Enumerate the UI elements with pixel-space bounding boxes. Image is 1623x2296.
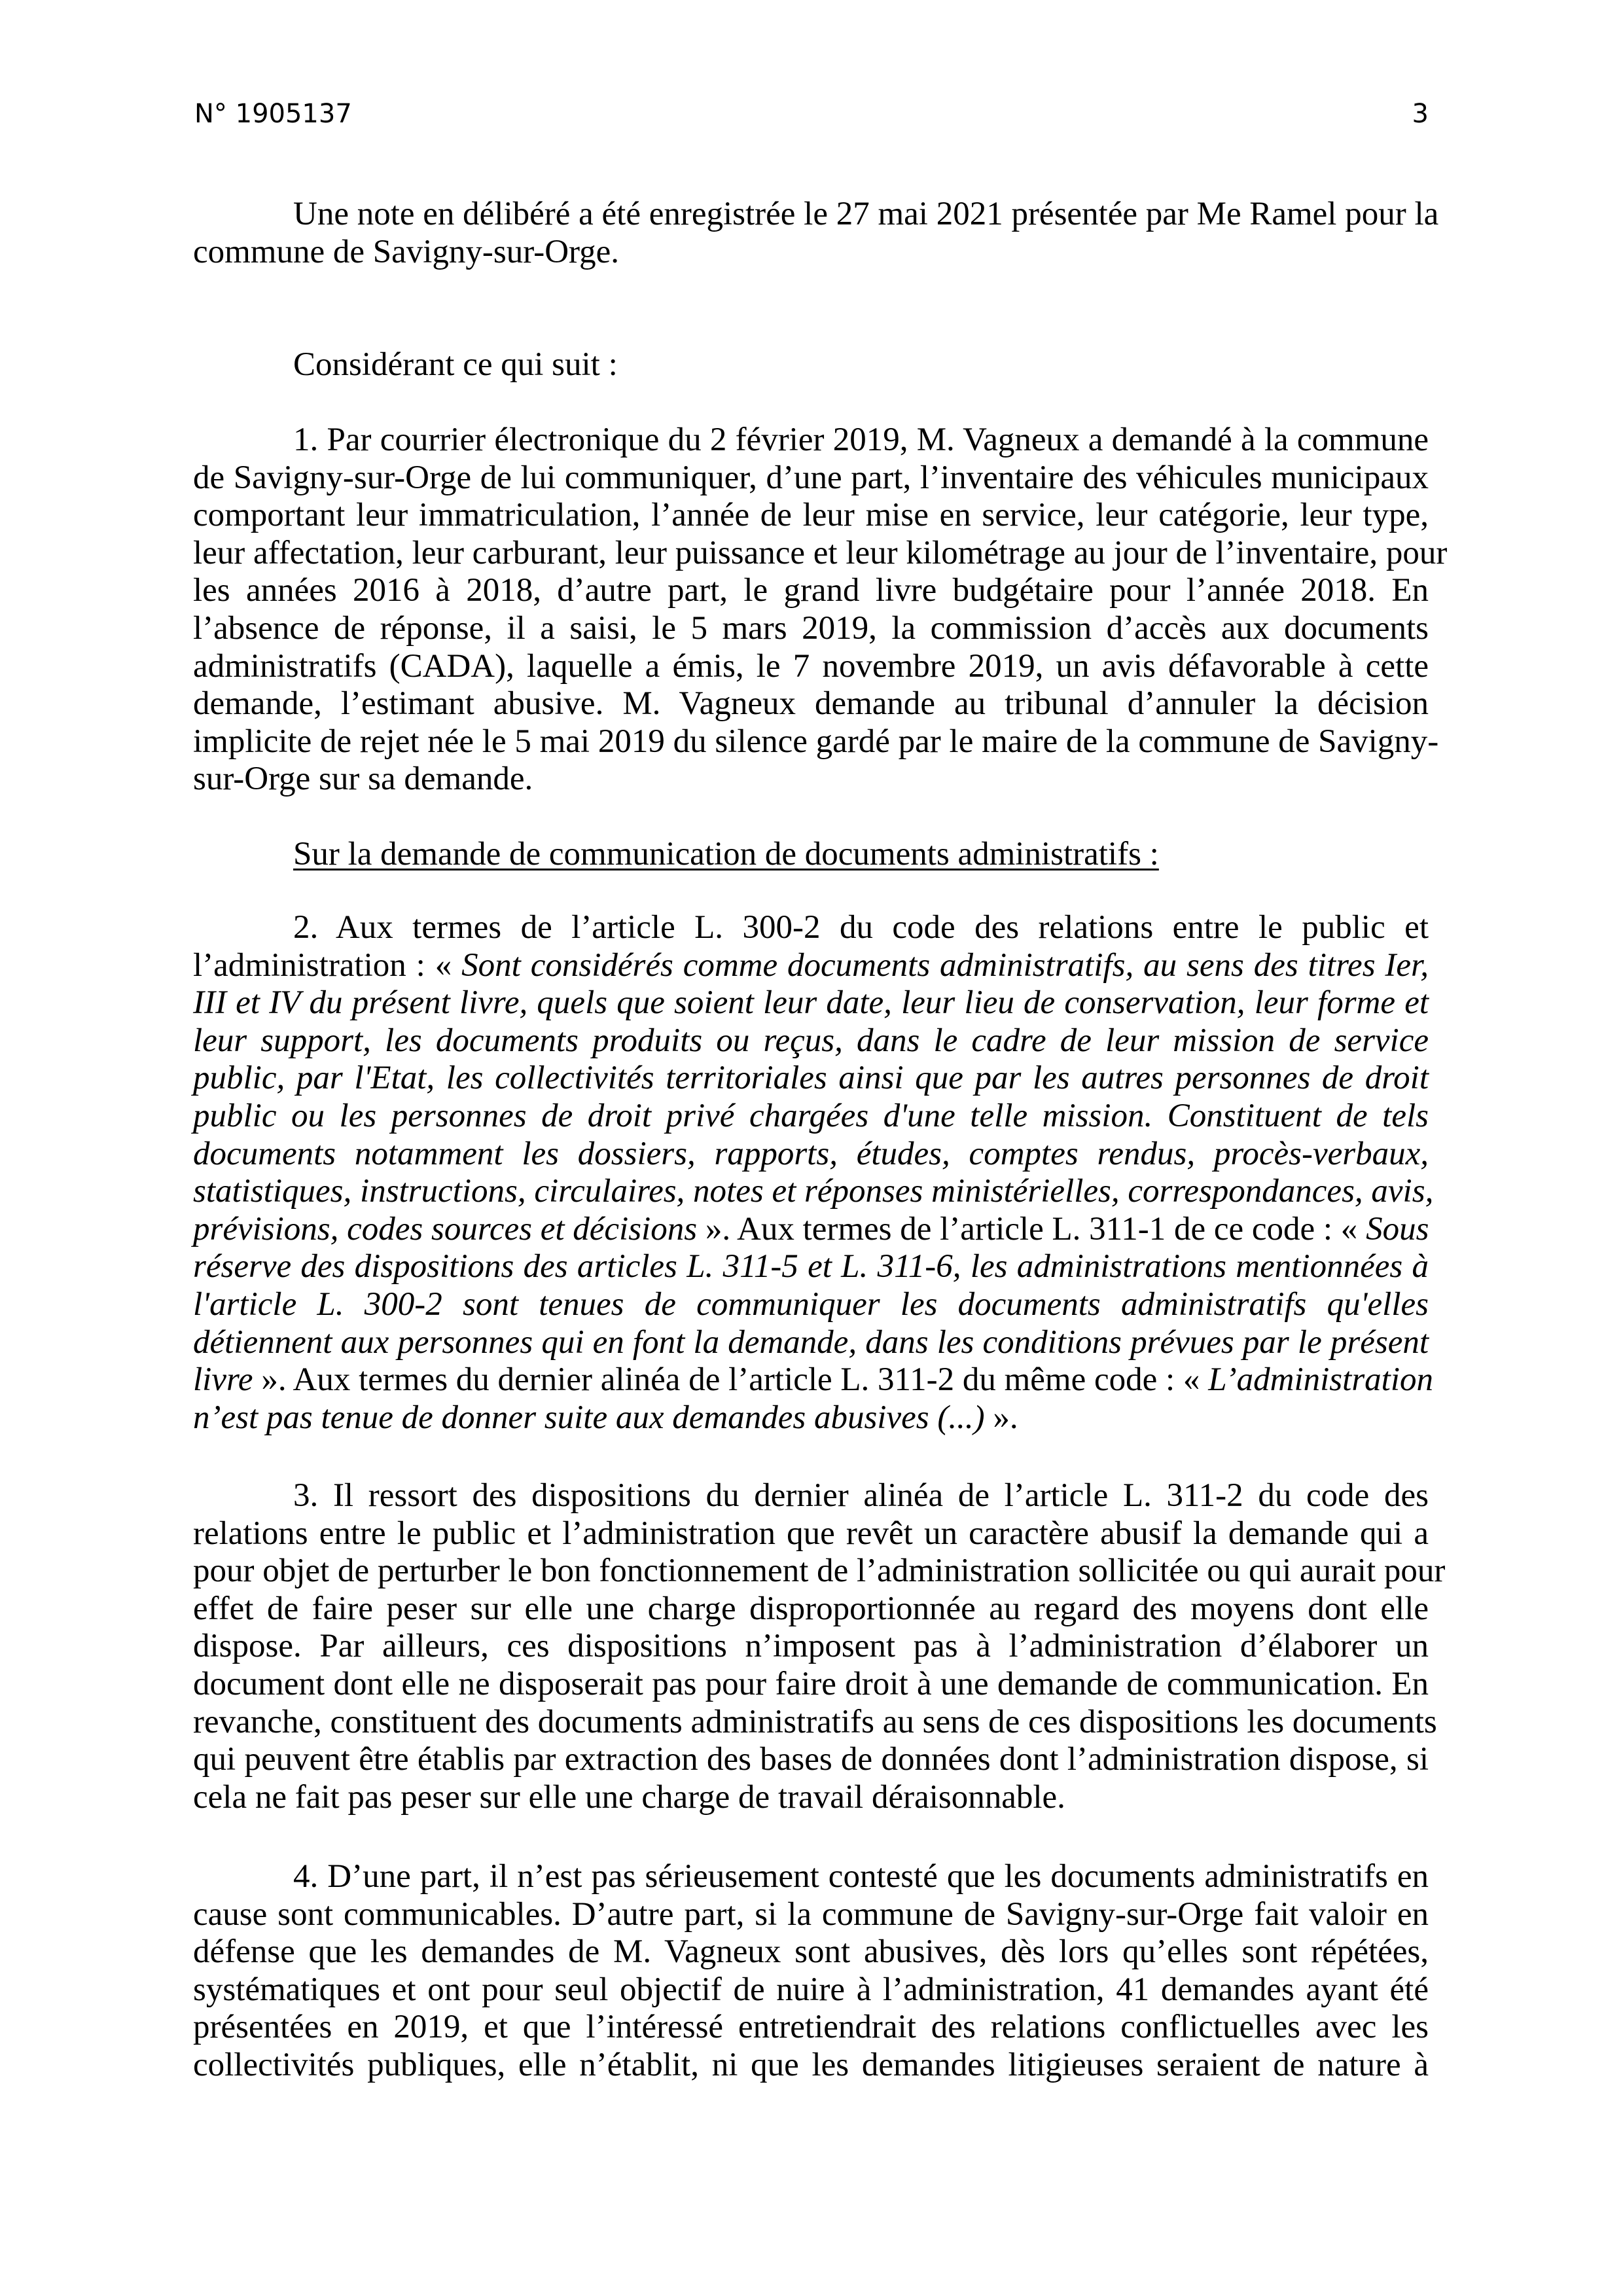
- text-line: [193, 1248, 1429, 1285]
- text-run: cela ne fait pas peser sur elle une charge de travail déraisonnable.: [193, 1778, 1065, 1816]
- text-line: [193, 1060, 1429, 1097]
- text-run: les années 2016 à 2018, d’autre part, le grand livre budgétaire pour l’année 2018. En: [193, 572, 1429, 609]
- text-line: [193, 459, 1429, 497]
- text-line: [193, 1515, 1429, 1552]
- quoted-law-text: l'article L. 300-2 sont tenues de communiquer les documents administratifs qu'elles: [193, 1286, 1429, 1323]
- case-number: N° 1905137: [194, 99, 352, 129]
- text-run: défense que les demandes de M. Vagneux sont abusives, dès lors qu’elles sont répétées,: [193, 1933, 1429, 1971]
- text-line: [193, 1286, 1429, 1323]
- quoted-law-text: documents notamment les dossiers, rapports, études, comptes rendus, procès-verbaux,: [193, 1135, 1429, 1172]
- text-run: ».: [984, 1399, 1018, 1436]
- text-line: [193, 909, 1429, 946]
- text-line: [193, 685, 1429, 723]
- text-run: cause sont communicables. D’autre part, si la commune de Savigny-sur-Orge fait valoir en: [193, 1895, 1429, 1933]
- text-line: [193, 1324, 1429, 1361]
- text-line: [193, 1552, 1446, 1590]
- text-run: effet de faire peser sur elle une charge disproportionnée au regard des moyens dont elle: [193, 1590, 1429, 1627]
- text-run: revanche, constituent des documents administratifs au sens de ces dispositions les documents: [193, 1703, 1437, 1740]
- text-run: ». Aux termes du dernier alinéa de l’article L. 311-2 du même code : «: [253, 1361, 1209, 1399]
- text-run: qui peuvent être établis par extraction des bases de données dont l’administration dispose, si: [193, 1741, 1429, 1778]
- text-line: [193, 1971, 1429, 2009]
- text-line: [193, 1136, 1429, 1173]
- text-run: document dont elle ne disposerait pas pour faire droit à une demande de communication. En: [193, 1666, 1429, 1702]
- text-line: [193, 2047, 1429, 2084]
- text-run: collectivités publiques, elle n’établit, ni que les demandes litigieuses seraient de nature à: [193, 2047, 1429, 2083]
- text-run: implicite de rejet née le 5 mai 2019 du silence gardé par le maire de la commune de Savigny-: [193, 723, 1439, 760]
- quoted-law-text: n’est pas tenue de donner suite aux demandes abusives (...): [193, 1399, 985, 1436]
- text-line: [193, 1779, 1429, 1816]
- text-run: Sur la demande de communication de documents administratifs :: [293, 836, 1159, 872]
- text-line: [193, 2009, 1429, 2046]
- quoted-law-text: public, par l'Etat, les collectivités territoriales ainsi que par les autres personnes de droit: [193, 1060, 1429, 1097]
- text-line: [193, 1173, 1434, 1210]
- text-line: [193, 534, 1448, 572]
- quoted-law-text: L’administration: [1208, 1361, 1434, 1399]
- text-line: [193, 1022, 1429, 1060]
- text-run: présentées en 2019, et que l’intéressé entretiendrait des relations conflictuelles avec les: [193, 2009, 1429, 2046]
- quoted-law-text: Sont considérés comme documents administratifs, au sens des titres Ier,: [461, 946, 1429, 984]
- text-run: systématiques et ont pour seul objectif de nuire à l’administration, 41 demandes ayant été: [193, 1971, 1429, 2008]
- quoted-law-text: leur support, les documents produits ou reçus, dans le cadre de leur mission de service: [193, 1022, 1429, 1059]
- quoted-law-text: prévisions, codes sources et décisions: [193, 1210, 698, 1247]
- quoted-law-text: public ou les personnes de droit privé chargées d'une telle mission. Constituent de tels: [193, 1098, 1429, 1134]
- text-line: [193, 1628, 1429, 1665]
- text-line: [193, 497, 1429, 534]
- text-line: [193, 1477, 1429, 1515]
- text-line: [193, 1211, 1429, 1248]
- text-line: [193, 1590, 1429, 1628]
- text-line: [193, 723, 1439, 761]
- quoted-law-text: statistiques, instructions, circulaires, notes et réponses ministérielles, correspondances, avis,: [193, 1173, 1434, 1210]
- text-line: [193, 346, 1429, 384]
- text-run: commune de Savigny-sur-Orge.: [193, 233, 619, 270]
- text-run: de Savigny-sur-Orge de lui communiquer, d’une part, l’inventaire des véhicules municipaux: [193, 459, 1429, 496]
- text-line: [193, 610, 1429, 647]
- text-line: [193, 234, 1429, 271]
- text-run: comportant leur immatriculation, l’année de leur mise en service, leur catégorie, leur type,: [193, 497, 1429, 534]
- text-run: ». Aux termes de l’article L. 311-1 de ce code : «: [697, 1210, 1366, 1247]
- quoted-law-text: détiennent aux personnes qui en font la demande, dans les conditions prévues par le présent: [193, 1323, 1429, 1361]
- text-line: [193, 761, 1429, 798]
- text-line: [193, 1703, 1437, 1741]
- text-run: 3. Il ressort des dispositions du dernier alinéa de l’article L. 311-2 du code des: [293, 1477, 1429, 1514]
- text-line: [193, 1896, 1429, 1933]
- text-run: Considérant ce qui suit :: [293, 346, 618, 383]
- text-run: sur-Orge sur sa demande.: [193, 761, 533, 798]
- quoted-law-text: livre: [193, 1361, 253, 1399]
- text-run: demande, l’estimant abusive. M. Vagneux demande au tribunal d’annuler la décision: [193, 685, 1429, 723]
- text-run: 2. Aux termes de l’article L. 300-2 du code des relations entre le public et: [293, 909, 1429, 946]
- text-run: l’absence de réponse, il a saisi, le 5 mars 2019, la commission d’accès aux documents: [193, 610, 1429, 647]
- text-line: [193, 648, 1429, 685]
- text-line: [193, 196, 1439, 233]
- text-run: administratifs (CADA), laquelle a émis, le 7 novembre 2019, un avis défavorable à cette: [193, 647, 1429, 685]
- text-line: [193, 984, 1429, 1022]
- text-line: [193, 1361, 1434, 1399]
- text-run: 1. Par courrier électronique du 2 février 2019, M. Vagneux a demandé à la commune: [293, 422, 1429, 458]
- text-line: [193, 1933, 1429, 1971]
- text-run: l’administration : «: [193, 946, 462, 984]
- text-run: relations entre le public et l’administration que revêt un caractère abusif la demande qui a: [193, 1515, 1429, 1552]
- text-run: 4. D’une part, il n’est pas sérieusement contesté que les documents administratifs en: [293, 1858, 1429, 1895]
- text-run: dispose. Par ailleurs, ces dispositions n’imposent pas à l’administration d’élaborer un: [193, 1628, 1429, 1665]
- quoted-law-text: réserve des dispositions des articles L. 311-5 et L. 311-6, les administrations mentionnées à: [193, 1248, 1429, 1285]
- text-run: pour objet de perturber le bon fonctionnement de l’administration sollicitée ou qui aurait pour: [193, 1552, 1446, 1590]
- text-run: Une note en délibéré a été enregistrée le 27 mai 2021 présentée par Me Ramel pour la: [293, 196, 1439, 232]
- text-line: [193, 1741, 1429, 1778]
- text-run: leur affectation, leur carburant, leur puissance et leur kilométrage au jour de l’inventaire, pour: [193, 534, 1448, 571]
- text-line: [193, 1858, 1429, 1895]
- text-line: [193, 1399, 1429, 1437]
- text-line: [193, 1098, 1429, 1135]
- text-line: [193, 947, 1429, 984]
- text-line: [193, 572, 1429, 609]
- quoted-law-text: III et IV du présent livre, quels que soient leur date, leur lieu de conservation, leur forme et: [193, 984, 1429, 1022]
- text-line: [193, 1666, 1429, 1703]
- text-line: [193, 422, 1429, 459]
- heading-text: [193, 836, 1429, 873]
- page-number: 3: [1412, 99, 1429, 129]
- quoted-law-text: Sous: [1366, 1210, 1429, 1247]
